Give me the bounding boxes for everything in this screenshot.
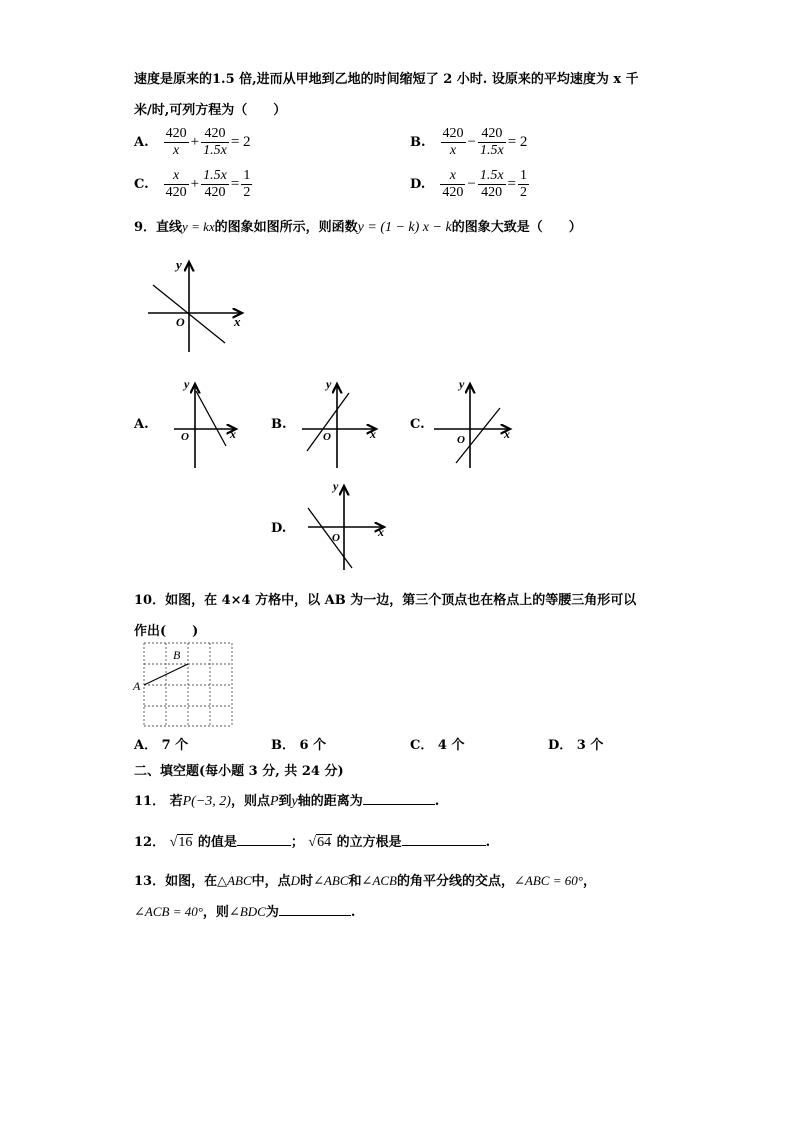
sqrt-16: √16: [169, 835, 193, 850]
dashed-grid: [144, 643, 232, 726]
fraction: $\frac{1.5x}{420}$: [203, 168, 227, 200]
option-label: A.: [134, 135, 149, 150]
q10-option-b[interactable]: B． 6 个: [271, 738, 327, 753]
q10-option-d[interactable]: D． 3 个: [548, 738, 604, 753]
fraction: $\frac{x}{420}$: [442, 168, 464, 200]
y-axis-label: y: [326, 377, 332, 391]
fraction: $\frac{420}{x}$: [165, 126, 187, 158]
fraction: $\frac{420}{1.5x}$: [479, 126, 504, 158]
answer-blank[interactable]: [402, 844, 486, 846]
point-a-label: A: [133, 679, 141, 693]
sqrt-64: √64: [308, 835, 332, 850]
q9-option-d-label[interactable]: D.: [271, 521, 287, 536]
section-heading: 二、填空题(每小题 3 分, 共 24 分): [134, 764, 344, 779]
fraction: $\frac{1}{2}$: [243, 168, 251, 200]
q9-option-c-graph[interactable]: [430, 376, 516, 470]
option-label: D.: [410, 177, 426, 192]
answer-blank[interactable]: [237, 844, 291, 846]
q8-line2: 米/时,可列方程为（ ）: [134, 103, 287, 118]
q10-option-a[interactable]: A． 7 个: [134, 738, 189, 753]
fraction: $\frac{420}{x}$: [442, 126, 464, 158]
origin-label: O: [176, 315, 185, 329]
q9-option-b-label[interactable]: B.: [271, 417, 287, 432]
q8-option-d[interactable]: D. $\frac{x}{420}$ − $\frac{1.5x}{420}$ = $\frac{1}{2}$: [410, 168, 527, 200]
graph-line: [308, 508, 352, 568]
q9-graph-main: [140, 252, 250, 356]
q9-option-a-label[interactable]: A.: [134, 417, 149, 432]
q8-option-b[interactable]: B. $\frac{420}{x}$ − $\frac{420}{1.5x}$ = 2: [410, 126, 528, 158]
y-axis-label: y: [176, 257, 182, 272]
answer-blank[interactable]: [363, 803, 435, 805]
q13-line2: ∠ACB = 40°，则∠BDC为 .: [134, 904, 356, 920]
q12: 12． √16 的值是 ； √64 的立方根是 .: [134, 835, 491, 850]
y-axis-label: y: [333, 479, 339, 493]
q9-option-c-label[interactable]: C.: [410, 417, 425, 432]
q9-stem: 9．直线y = kx的图象如图所示，则函数y = (1 − k) x − k的图象大致是（ ）: [134, 219, 582, 235]
x-axis-label: x: [370, 427, 376, 441]
point-b-label: B: [173, 648, 181, 662]
option-label: C.: [134, 177, 149, 192]
x-axis-label: x: [378, 525, 384, 539]
q8-line1: 速度是原来的1.5 倍,进而从甲地到乙地的时间缩短了 2 小时. 设原来的平均速度为 x 千: [134, 72, 639, 87]
origin-label: O: [457, 434, 465, 446]
x-axis-label: x: [234, 314, 241, 329]
q13-line1: 13．如图，在△ABC中，点D时∠ABC和∠ACB的角平分线的交点，∠ABC = 60°，: [134, 873, 596, 889]
q8-option-a[interactable]: A. $\frac{420}{x}$ + $\frac{420}{1.5x}$ = 2: [134, 126, 251, 158]
fraction: $\frac{1}{2}$: [520, 168, 527, 200]
y-axis-label: y: [459, 377, 465, 391]
fraction: $\frac{x}{420}$: [165, 168, 187, 200]
q9-option-d-graph[interactable]: [296, 478, 388, 574]
origin-label: O: [181, 431, 189, 443]
y-axis-label: y: [184, 377, 190, 391]
q11: 11． 若P(−3, 2)，则点P到y轴的距离为 .: [134, 794, 440, 809]
q9-option-b-graph[interactable]: [296, 376, 382, 470]
origin-label: O: [332, 532, 340, 544]
answer-blank[interactable]: [279, 914, 351, 916]
fraction: $\frac{1.5x}{420}$: [479, 168, 504, 200]
x-axis-label: x: [504, 427, 510, 441]
x-axis-label: x: [230, 427, 236, 441]
graph-line: [196, 391, 226, 446]
q10-option-c[interactable]: C． 4 个: [410, 738, 465, 753]
q10-line1: 10．如图，在 4×4 方格中，以 AB 为一边，第三个顶点也在格点上的等腰三角形可以: [134, 593, 637, 608]
option-label: B.: [410, 135, 426, 150]
q9-option-a-graph[interactable]: [168, 376, 242, 470]
q10-grid-figure: [132, 640, 234, 728]
origin-label: O: [323, 431, 331, 443]
q10-line2: 作出( ): [134, 624, 199, 639]
q8-option-c[interactable]: C. $\frac{x}{420}$ + $\frac{1.5x}{420}$ = $\frac{1}{2}$: [134, 168, 251, 200]
fraction: $\frac{420}{1.5x}$: [203, 126, 227, 158]
